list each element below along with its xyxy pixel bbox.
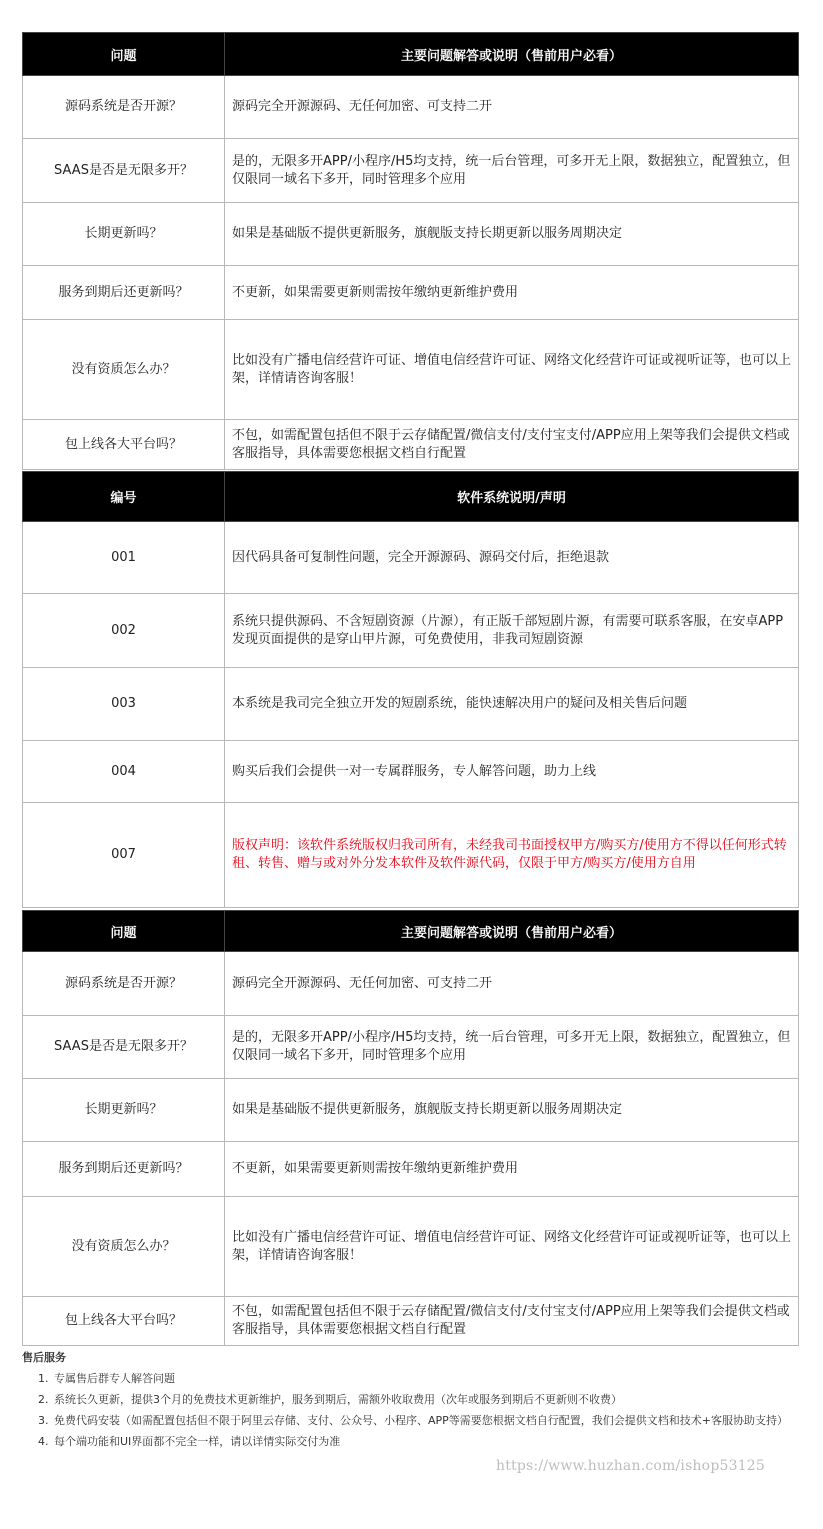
list-item-text: 每个端功能和UI界面都不完全一样，请以详情实际交付为准 xyxy=(54,1435,341,1448)
question-cell: SAAS是否是无限多开？ xyxy=(23,139,225,203)
list-item xyxy=(38,1433,812,1450)
question-cell: 包上线各大平台吗？ xyxy=(23,420,225,470)
list-item xyxy=(38,1391,812,1408)
table-row xyxy=(23,741,799,803)
table-row xyxy=(23,594,799,668)
question-cell: 没有资质怎么办？ xyxy=(23,320,225,420)
table-row xyxy=(23,522,799,594)
faq-table-presale-repeat xyxy=(22,910,799,1346)
table-header-row xyxy=(23,33,799,76)
answer-cell: 比如没有广播电信经营许可证、增值电信经营许可证、网络文化经营许可证或视听证等，也可以上架，详情请咨询客服！ xyxy=(225,320,799,420)
number-cell: 007 xyxy=(23,803,225,908)
answer-cell: 如果是基础版不提供更新服务，旗舰版支持长期更新以服务周期决定 xyxy=(225,203,799,266)
list-item-number: 3. xyxy=(38,1414,49,1427)
table-row xyxy=(23,803,799,908)
table-row xyxy=(23,320,799,420)
question-cell: 源码系统是否开源？ xyxy=(23,952,225,1016)
list-item-number: 2. xyxy=(38,1393,49,1406)
table-row xyxy=(23,420,799,470)
answer-cell: 不更新，如果需要更新则需按年缴纳更新维护费用 xyxy=(225,266,799,320)
table-row xyxy=(23,668,799,741)
question-cell: 长期更新吗？ xyxy=(23,1079,225,1142)
column-header-number: 编号 xyxy=(23,472,225,522)
question-cell: 长期更新吗？ xyxy=(23,203,225,266)
question-cell: SAAS是否是无限多开？ xyxy=(23,1016,225,1079)
number-cell: 003 xyxy=(23,668,225,741)
answer-cell: 比如没有广播电信经营许可证、增值电信经营许可证、网络文化经营许可证或视听证等，也可以上架，详情请咨询客服！ xyxy=(225,1197,799,1297)
table-row xyxy=(23,139,799,203)
number-cell: 004 xyxy=(23,741,225,803)
number-cell: 001 xyxy=(23,522,225,594)
answer-cell: 源码完全开源源码、无任何加密、可支持二开 xyxy=(225,76,799,139)
declaration-cell: 因代码具备可复制性问题，完全开源源码、源码交付后，拒绝退款 xyxy=(225,522,799,594)
shop-url-watermark: https://www.huzhan.com/ishop53125 xyxy=(496,1458,766,1474)
declaration-cell: 购买后我们会提供一对一专属群服务，专人解答问题，助力上线 xyxy=(225,741,799,803)
table-row xyxy=(23,1016,799,1079)
column-header-question: 问题 xyxy=(23,911,225,952)
copyright-declaration-cell: 版权声明：该软件系统版权归我司所有，未经我司书面授权甲方/购买方/使用方不得以任何形式转租、转售、赠与或对外分发本软件及软件源代码，仅限于甲方/购买方/使用方自用 xyxy=(225,803,799,908)
table-row xyxy=(23,203,799,266)
question-cell: 没有资质怎么办？ xyxy=(23,1197,225,1297)
list-item-number: 1. xyxy=(38,1372,49,1385)
column-header-answer: 主要问题解答或说明（售前用户必看） xyxy=(225,911,799,952)
list-item-text: 免费代码安装（如需配置包括但不限于阿里云存储、支付、公众号、小程序、APP等需要您根据文档自行配置，我们会提供文档和技术+客服协助支持） xyxy=(54,1414,789,1427)
after-sales-section xyxy=(22,1350,812,1454)
question-cell: 服务到期后还更新吗？ xyxy=(23,1142,225,1197)
list-item-number: 4. xyxy=(38,1435,49,1448)
declaration-cell: 系统只提供源码、不含短剧资源（片源），有正版千部短剧片源，有需要可联系客服，在安卓APP发现页面提供的是穿山甲片源，可免费使用，非我司短剧资源 xyxy=(225,594,799,668)
answer-cell: 如果是基础版不提供更新服务，旗舰版支持长期更新以服务周期决定 xyxy=(225,1079,799,1142)
column-header-answer: 主要问题解答或说明（售前用户必看） xyxy=(225,33,799,76)
list-item xyxy=(38,1370,812,1387)
column-header-question: 问题 xyxy=(23,33,225,76)
answer-cell: 是的，无限多开APP/小程序/H5均支持，统一后台管理，可多开无上限，数据独立，配置独立，但仅限同一域名下多开，同时管理多个应用 xyxy=(225,1016,799,1079)
faq-table-presale xyxy=(22,32,799,470)
answer-cell: 不包，如需配置包括但不限于云存储配置/微信支付/支付宝支付/APP应用上架等我们会提供文档或客服指导，具体需要您根据文档自行配置 xyxy=(225,420,799,470)
table-header-row xyxy=(23,472,799,522)
table-row xyxy=(23,952,799,1016)
question-cell: 服务到期后还更新吗？ xyxy=(23,266,225,320)
list-item-text: 专属售后群专人解答问题 xyxy=(54,1372,175,1385)
answer-cell: 不包，如需配置包括但不限于云存储配置/微信支付/支付宝支付/APP应用上架等我们会提供文档或客服指导，具体需要您根据文档自行配置 xyxy=(225,1297,799,1346)
question-cell: 包上线各大平台吗？ xyxy=(23,1297,225,1346)
column-header-declaration: 软件系统说明/声明 xyxy=(225,472,799,522)
after-sales-list xyxy=(22,1370,812,1450)
list-item xyxy=(38,1412,812,1429)
table-row xyxy=(23,1297,799,1346)
answer-cell: 是的，无限多开APP/小程序/H5均支持，统一后台管理，可多开无上限，数据独立，配置独立，但仅限同一域名下多开，同时管理多个应用 xyxy=(225,139,799,203)
table-row xyxy=(23,76,799,139)
declaration-cell: 本系统是我司完全独立开发的短剧系统，能快速解决用户的疑问及相关售后问题 xyxy=(225,668,799,741)
after-sales-title: 售后服务 xyxy=(22,1351,66,1364)
table-row xyxy=(23,1079,799,1142)
table-row xyxy=(23,1142,799,1197)
table-header-row xyxy=(23,911,799,952)
answer-cell: 源码完全开源源码、无任何加密、可支持二开 xyxy=(225,952,799,1016)
table-row xyxy=(23,1197,799,1297)
number-cell: 002 xyxy=(23,594,225,668)
list-item-text: 系统长久更新，提供3个月的免费技术更新维护，服务到期后，需额外收取费用（次年或服务到期后不更新则不收费） xyxy=(54,1393,622,1406)
table-row xyxy=(23,266,799,320)
answer-cell: 不更新，如果需要更新则需按年缴纳更新维护费用 xyxy=(225,1142,799,1197)
software-declaration-table xyxy=(22,471,799,908)
question-cell: 源码系统是否开源？ xyxy=(23,76,225,139)
